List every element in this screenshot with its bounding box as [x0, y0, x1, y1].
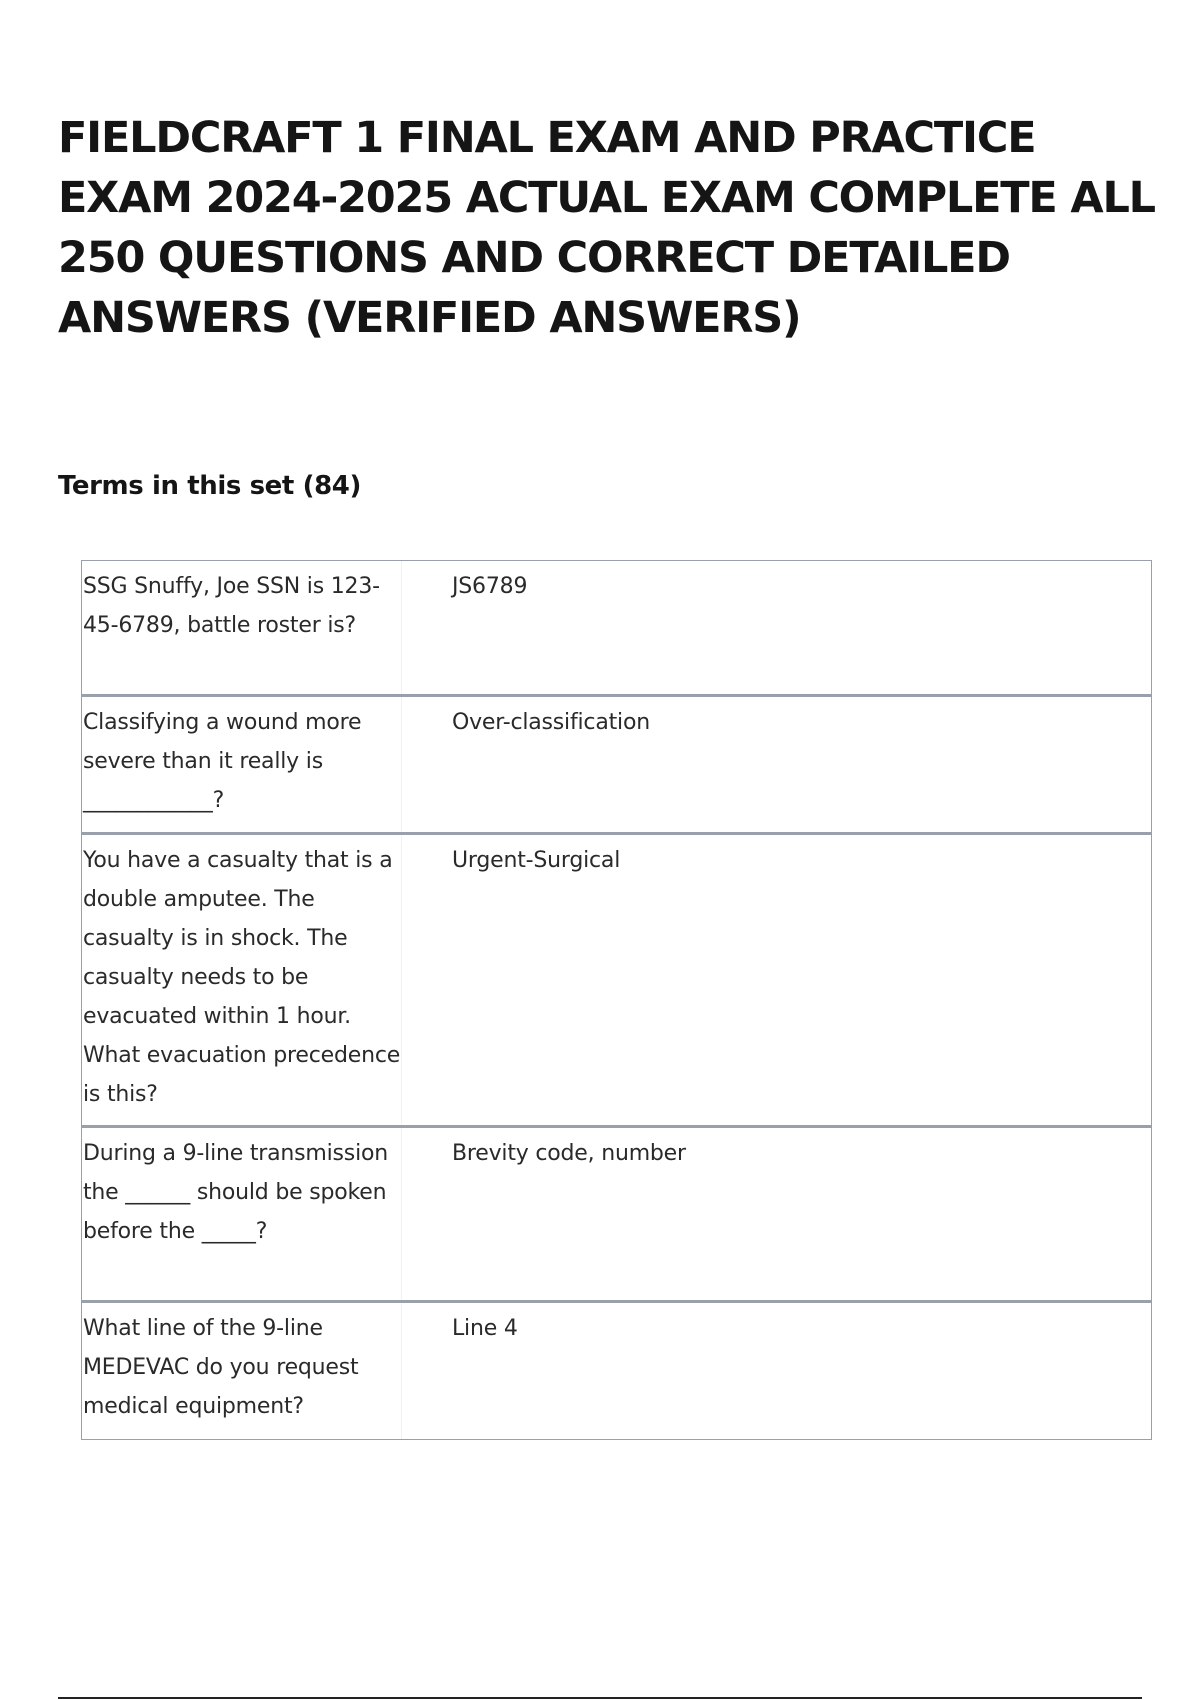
term-question: Classifying a wound more severe than it really is ____________? [82, 697, 402, 832]
term-row [81, 835, 1152, 1128]
term-answer: Brevity code, number [452, 1141, 686, 1166]
term-question: You have a casualty that is a double amputee. The casualty is in shock. The casualty needs to be evacuated within 1 hour. What evacuation precedence is this? [82, 835, 402, 1125]
term-row [81, 1128, 1152, 1303]
term-row [81, 697, 1152, 835]
term-answer: JS6789 [452, 574, 528, 599]
term-answer: Over-classification [452, 710, 650, 735]
terms-count-heading: Terms in this set (84) [58, 471, 361, 501]
footer-divider [58, 1697, 1142, 1699]
terms-table [81, 560, 1152, 1440]
term-row [81, 1303, 1152, 1440]
term-answer: Urgent-Surgical [452, 848, 621, 873]
term-question: What line of the 9-line MEDEVAC do you request medical equipment? [82, 1303, 402, 1439]
term-question: SSG Snuffy, Joe SSN is 123-45-6789, battle roster is? [82, 561, 402, 694]
document-title: FIELDCRAFT 1 FINAL EXAM AND PRACTICE EXAM 2024-2025 ACTUAL EXAM COMPLETE ALL 250 QUESTIONS AND CORRECT DETAILED ANSWERS (VERIFIED ANSWERS) [58, 113, 1155, 343]
term-question: During a 9-line transmission the ______ should be spoken before the _____? [82, 1128, 402, 1300]
term-row [81, 560, 1152, 697]
term-answer: Line 4 [452, 1316, 518, 1341]
